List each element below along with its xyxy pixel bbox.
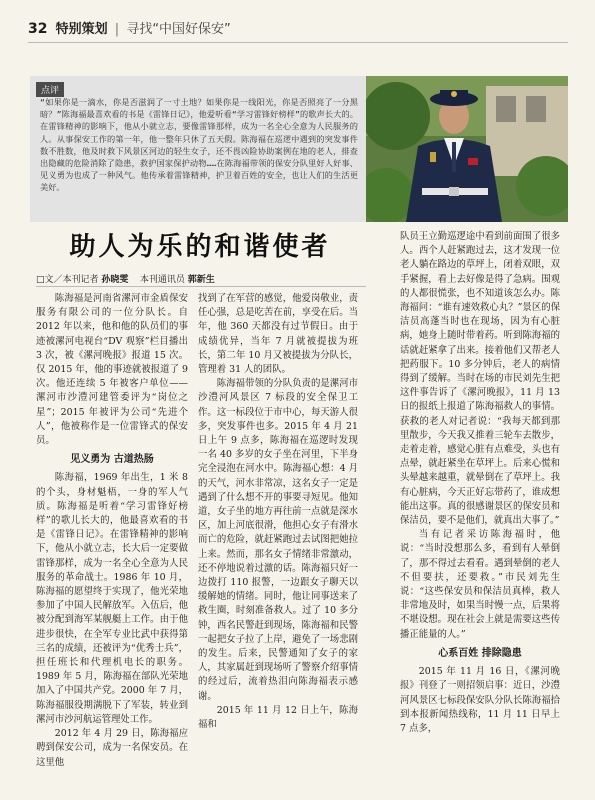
page-header: [28, 18, 568, 44]
page-number: 32: [28, 21, 48, 37]
section-subtitle: 寻找“中国好保安”: [126, 22, 231, 37]
guard-photo: [366, 76, 568, 222]
review-text: “如果你是一滴水，你是否滋润了一寸土地？如果你是一线阳光，你是否照亮了一分黑暗？”陈海福最喜欢看的书是《雷锋日记》，他爱听看“学习雷锋好榜样”的歌声长大的。在雷锋精神的影响下，他从小就立志，要像雷锋那样，成为一名全心全意为人民服务的人。从事保安工作的第一年，他一整年只休了五天假。陈海福在巡逻中遇到的突发事件数不胜数，他及时救下风景区河边的轻生女子，还不畏凶险协助案例在地的老人，排查出隐藏的危险消除了隐患，救护国家保护动物……在陈海福带领的保安分队里好人好事、见义勇为也成了一种风气。他传承着雷锋精神，护卫着百姓的安全，也让人们的生活更美好。: [40, 97, 358, 193]
byline-correspondent-label: 本刊通讯员: [139, 275, 185, 285]
review-tag: 点评: [36, 82, 64, 97]
paragraph: 队员王立勤巡逻途中看到前面围了很多人。西个人赶紧跑过去，这才发现一位老人躺在路边的草坪上，闭着双眼，双手紧握，看上去好像是得了急病。围观的人都很慌张，也不知道该怎么办。陈海福问：“谁有速效救心丸？”景区的保洁员高蓬当时也在现场，因为有心脏病，她身上随时带着药。听到陈海福的话就赶紧拿了出来。接着他们又帮老人把药服下。10 多分钟后，老人的病情得到了缓解。当时在场的市民刘先生把这件事告诉了《漯河晚报》，11 月 13 日的报纸上报道了陈海福救人的事情。获救的老人对记者说：“我每天都到那里散步，今天我又推着三轮车去散步，走着走着，感觉心脏有点难受，头也有点晕，就赶紧坐在草坪上。后来心慌和头晕越来越重，就晕倒在了草坪上。我有心脏病，今天正好忘带药了，谁成想能出这事。真的很感谢景区的保安员和保洁员，要不是他们，就真出大事了。”: [400, 231, 560, 527]
section-heading: 见义勇为 古道热肠: [70, 454, 154, 466]
paragraph: 当有记者采访陈海福时，他说：“当时没想那么多，看到有人晕倒了，那不得过去看看。遇到晕倒的老人不但要扶，还要救。”市民刘先生说：“这些保安员和保洁员真棒，救人非常地及时，如果当时慢一点，后果将不堪设想。现在社会上就是需要这些传播正能量的人。”: [400, 529, 560, 640]
byline-prefix: □文／本刊记者: [36, 275, 99, 285]
review-box: [30, 76, 366, 222]
paragraph: 陈海福带领的分队负责的是漯河市沙澧河风景区 7 标段的安全保卫工作。这一标段位于市中心，每天游人很多，突发事件也多。2015 年 4 月 21 日上午 9 点多，陈海福在巡逻时发现一名 40 多岁的女子坐在河里，下半身完全浸泡在河水中。陈海福心想：4 月的天气，河水非常凉，这名女子一定是遇到了什么想不开的事要寻短见。他知道，女子坐的地方再往前一点就是深水区，加上河底很滑，他担心女子有滑水而亡的危险，就赶紧跑过去试图把她拉上来。然而，那名女子情绪非常激动，还不停地说着过激的话。陈海福只好一边拨打 110 报警，一边跟女子聊天以缓解她的情绪。同时，他让同事送来了救生圈，时刻准备救人。过了 10 多分钟，西名民警赶到现场，陈海福和民警一起把女子拉了上岸，避免了一场悲剧的发生。后来，民警通知了女子的家人，其家属赶到现场听了警察介绍事情的经过后，流着热泪向陈海福表示感谢。: [198, 378, 358, 702]
article-column-3: [400, 230, 560, 792]
paragraph: 找到了在军营的感觉，他爱岗敬业，责任心强，总是吃苦在前，享受在后。当年，他 360 天都没有过节假日。由于成绩优异，当年 7 月就被提拔为班长，第二年 10 月又被提拔为分队长，管理着 31 人的团队。: [198, 293, 358, 376]
paragraph: 陈海福，1969 年出生，1 米 8 的个头，身材魁梧，一身的军人气质。陈海福是听着“学习雷锋好榜样”的歌儿长大的，他最喜欢看的书是《雷锋日记》。在雷锋精神的影响下，他从小就立志，长大后一定要做雷锋那样，成为一名全心全意为人民服务的革命战士。1986 年 10 月，陈海福的愿望终于实现了，他光荣地参加了中国人民解放军。入伍后，他被分配到海军某舰艇上工作。由于他进步很快，在全军专业比武中获得第三名的成绩，还被评为“优秀士兵”，担任班长和代理机电长的职务。1989 年 5 月，陈海福在部队光荣地加入了中国共产党。2000 年 7 月，陈海福服役期满脱下了军装，转业到漯河市沙河航运管理处工作。: [36, 472, 188, 725]
paragraph: 陈海福是河南省漯河市金盾保安服务有限公司的一位分队长。自 2012 年以来，他和他的队员们的事迹被漯河电视台“DV 观察”栏目播出 3 次，被《漯河晚报》报道 15 次。仅 2015 年，他的事迹就被报道了 9 次。他还连续 5 年被客户单位——漯河市沙澧河建管委评为“岗位之星”；2015 年被评为公司“先进个人”，他被称作是一位雷锋式的保安员。: [36, 293, 188, 447]
paragraph: 2015 年 11 月 16 日，《漯河晚报》刊登了一则招领启事：近日，沙澧河风景区七标段保安队分队长陈海福拾到本报新闻热线称，11 月 11 日早上 7 点多，: [400, 666, 560, 734]
guard-photo-illustration: [366, 76, 568, 222]
byline: [36, 272, 366, 285]
header-divider: [28, 42, 568, 43]
paragraph: 2012 年 4 月 29 日，陈海福应聘到保安公司，成为一名保安员。在这里他: [36, 728, 188, 768]
article-title: 助人为乐的和谐使者: [69, 232, 331, 262]
correspondent-name: 郭新生: [187, 275, 215, 285]
reporter-name: 孙晓雯: [101, 275, 129, 285]
section-title: 特别策划: [55, 22, 108, 37]
paragraph: 2015 年 11 月 12 日上午，陈海福和: [198, 704, 358, 731]
article-column-1: [36, 292, 188, 792]
article-column-2: [198, 292, 358, 792]
header-separator: |: [114, 22, 120, 37]
section-heading: 心系百姓 排除隐患: [438, 647, 522, 659]
byline-divider: [36, 286, 366, 287]
